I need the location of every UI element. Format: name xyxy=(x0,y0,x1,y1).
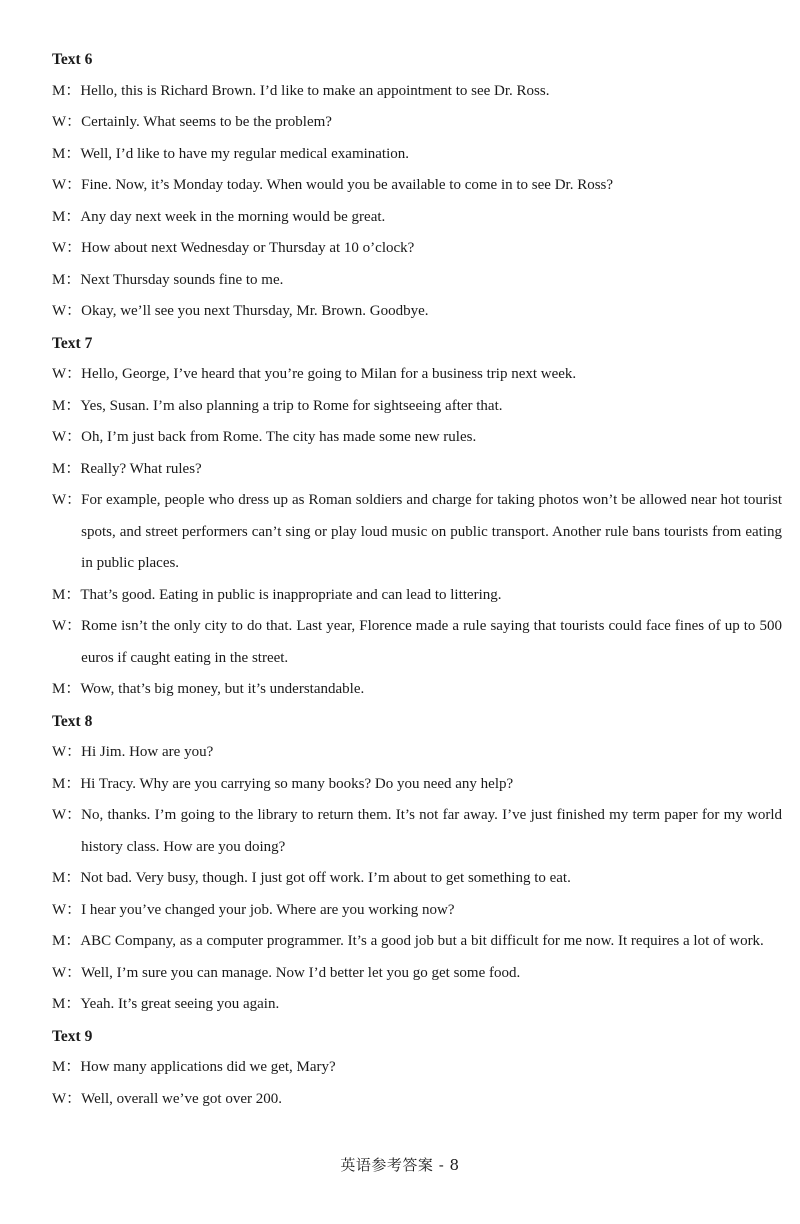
speech-text: Well, I’m sure you can manage. Now I’d better let you go get some food. xyxy=(81,964,521,981)
speaker-label: M： xyxy=(52,397,81,414)
transcript-section xyxy=(52,1021,782,1116)
speaker-label: M： xyxy=(52,271,81,288)
speaker-label: W： xyxy=(52,114,82,130)
dialogue-line xyxy=(52,485,782,580)
dialogue-line xyxy=(52,76,782,108)
speaker-label: M： xyxy=(52,1059,81,1075)
dialogue-line xyxy=(52,1052,782,1084)
speaker-label: M： xyxy=(52,870,81,886)
speech-text: Rome isn’t the only city to do that. Last year, Florence made a rule saying that tourists could face fines of up to 500 euros if caught eating in the street. xyxy=(81,618,782,666)
speech-text: Hi Jim. How are you? xyxy=(81,744,214,760)
transcript-section xyxy=(52,44,782,328)
speech-text: Certainly. What seems to be the problem? xyxy=(81,114,332,130)
speech-text: How about next Wednesday or Thursday at 10 o’clock? xyxy=(81,240,415,256)
speech-text: For example, people who dress up as Roman soldiers and charge for taking photos won’t be allowed near hot tourist spots, and street performers can’t sing or play loud music on public transport. Another rule bans tourists from eating in public places. xyxy=(81,492,782,571)
dialogue-line xyxy=(52,107,782,139)
dialogue-line xyxy=(52,1084,782,1116)
transcript-section xyxy=(52,706,782,1021)
speaker-label: M： xyxy=(52,145,81,162)
speaker-label: W： xyxy=(52,429,82,445)
speech-text: No, thanks. I’m going to the library to return them. It’s not far away. I’ve just finished my term paper for my world history class. How are you doing? xyxy=(81,807,782,855)
speaker-label: M： xyxy=(52,996,81,1012)
dialogue-line xyxy=(52,800,782,863)
speaker-label: W： xyxy=(52,240,82,256)
dialogue-line xyxy=(52,580,782,612)
speech-text: Really? What rules? xyxy=(80,460,202,477)
dialogue-line xyxy=(52,958,782,990)
speech-text: Oh, I’m just back from Rome. The city has made some new rules. xyxy=(81,429,477,445)
speaker-label: W： xyxy=(52,807,82,823)
section-heading: Text 9 xyxy=(52,1027,93,1045)
speech-text: I hear you’ve changed your job. Where are you working now? xyxy=(81,901,455,918)
speaker-label: W： xyxy=(52,177,82,193)
speaker-label: M： xyxy=(52,460,81,477)
speaker-label: M： xyxy=(52,775,81,792)
speech-text: Not bad. Very busy, though. I just got off work. I’m about to get something to eat. xyxy=(80,870,571,886)
dialogue-line xyxy=(52,454,782,486)
speaker-label: W： xyxy=(52,366,82,382)
dialogue-line xyxy=(52,170,782,202)
speaker-label: W： xyxy=(52,303,82,319)
speaker-label: W： xyxy=(52,1090,82,1107)
speech-text: That’s good. Eating in public is inappropriate and can lead to littering. xyxy=(80,586,502,603)
speech-text: Hello, this is Richard Brown. I’d like to make an appointment to see Dr. Ross. xyxy=(80,82,550,99)
speech-text: Any day next week in the morning would be great. xyxy=(80,208,386,225)
transcript-section xyxy=(52,328,782,706)
dialogue-line xyxy=(52,895,782,927)
speech-text: Hi Tracy. Why are you carrying so many books? Do you need any help? xyxy=(80,775,514,792)
speech-text: Next Thursday sounds fine to me. xyxy=(80,271,284,288)
speaker-label: W： xyxy=(52,618,82,634)
dialogue-line xyxy=(52,769,782,801)
dialogue-line xyxy=(52,926,782,958)
speaker-label: W： xyxy=(52,901,82,918)
dialogue-line xyxy=(52,989,782,1021)
transcript-content xyxy=(52,44,782,1115)
speaker-label: M： xyxy=(52,208,81,225)
speaker-label: W： xyxy=(52,744,82,760)
section-heading: Text 8 xyxy=(52,712,93,730)
dialogue-line xyxy=(52,391,782,423)
speech-text: Well, I’d like to have my regular medical examination. xyxy=(80,145,410,162)
speech-text: Hello, George, I’ve heard that you’re going to Milan for a business trip next week. xyxy=(81,366,577,382)
dialogue-line xyxy=(52,359,782,391)
speech-text: ABC Company, as a computer programmer. It’s a good job but a bit difficult for me now. It requires a lot of work. xyxy=(80,933,764,949)
section-heading: Text 6 xyxy=(52,51,93,68)
dialogue-line xyxy=(52,422,782,454)
dialogue-line xyxy=(52,202,782,234)
speech-text: Yeah. It’s great seeing you again. xyxy=(80,996,280,1012)
speaker-label: M： xyxy=(52,681,81,697)
dialogue-line xyxy=(52,674,782,706)
speaker-label: W： xyxy=(52,964,82,981)
speaker-label: M： xyxy=(52,82,81,99)
dialogue-line xyxy=(52,737,782,769)
dialogue-line xyxy=(52,863,782,895)
speaker-label: M： xyxy=(52,933,81,949)
speaker-label: M： xyxy=(52,586,81,603)
speaker-label: W： xyxy=(52,492,82,508)
dialogue-line xyxy=(52,233,782,265)
dialogue-line xyxy=(52,265,782,297)
speech-text: How many applications did we get, Mary? xyxy=(80,1059,336,1075)
dialogue-line xyxy=(52,139,782,171)
page-footer: 英语参考答案 - 8 xyxy=(340,1156,460,1174)
speech-text: Well, overall we’ve got over 200. xyxy=(81,1090,282,1107)
section-heading: Text 7 xyxy=(52,334,93,352)
dialogue-line xyxy=(52,296,782,328)
speech-text: Fine. Now, it’s Monday today. When would you be available to come in to see Dr. Ross? xyxy=(81,177,614,193)
speech-text: Yes, Susan. I’m also planning a trip to Rome for sightseeing after that. xyxy=(80,397,503,414)
speech-text: Wow, that’s big money, but it’s understandable. xyxy=(80,681,365,697)
dialogue-line xyxy=(52,611,782,674)
speech-text: Okay, we’ll see you next Thursday, Mr. Brown. Goodbye. xyxy=(81,303,429,319)
